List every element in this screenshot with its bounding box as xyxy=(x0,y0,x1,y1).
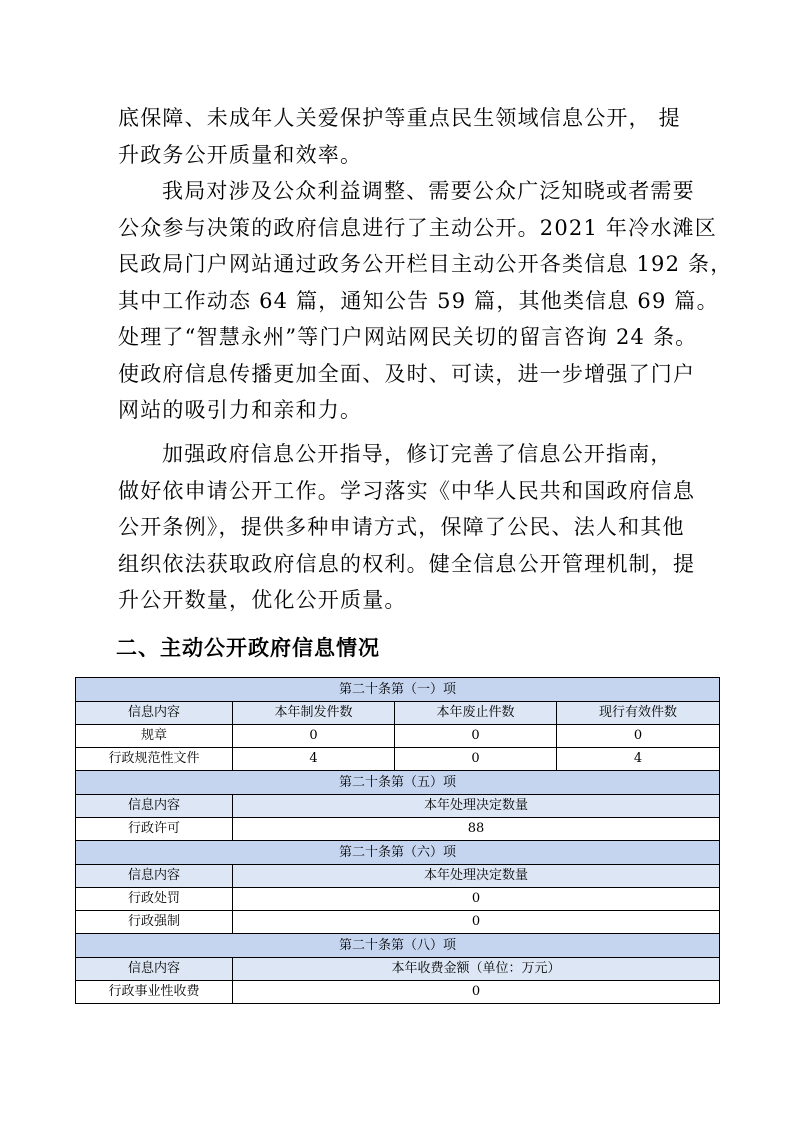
disclosure-table xyxy=(75,677,720,1004)
table-row xyxy=(76,725,720,748)
table-cell: 0 xyxy=(233,725,395,748)
section-title: 第二十条第（六）项 xyxy=(76,841,720,865)
column-header-row xyxy=(76,958,720,981)
section-title: 第二十条第（八）项 xyxy=(76,934,720,958)
column-header: 信息内容 xyxy=(76,958,233,981)
section-title-row xyxy=(76,771,720,795)
column-header: 本年收费金额（单位：万元） xyxy=(233,958,720,981)
table-cell: 0 xyxy=(395,725,557,748)
column-header-row xyxy=(76,702,720,725)
table-row xyxy=(76,748,720,771)
text-line: 加强政府信息公开指导，修订完善了信息公开指南， xyxy=(162,442,673,466)
column-header: 本年制发件数 xyxy=(233,702,395,725)
text-line: 做好依申请公开工作。学习落实《中华人民共和国政府信息 xyxy=(118,478,696,503)
table-cell: 0 xyxy=(233,911,720,934)
table-cell: 0 xyxy=(233,981,720,1004)
text-line: 升公开数量，优化公开质量。 xyxy=(118,588,407,612)
paragraph-1 xyxy=(118,100,681,173)
table-cell: 0 xyxy=(395,748,557,771)
table-cell: 行政强制 xyxy=(76,911,233,934)
column-header-row xyxy=(76,795,720,818)
column-header: 本年处理决定数量 xyxy=(233,795,720,818)
text-line: 公开条例》，提供多种申请方式，保障了公民、法人和其他 xyxy=(118,515,685,539)
column-header-row xyxy=(76,865,720,888)
text-line: 民政局门户网站通过政务公开栏目主动公开各类信息 192 条， xyxy=(118,252,733,276)
table-cell: 行政规范性文件 xyxy=(76,748,233,771)
section-title: 第二十条第（五）项 xyxy=(76,771,720,795)
table-row xyxy=(76,981,720,1004)
column-header: 本年处理决定数量 xyxy=(233,865,720,888)
text-line: 底保障、未成年人关爱保护等重点民生领域信息公开， 提 xyxy=(118,106,681,130)
table-row xyxy=(76,911,720,934)
table-row xyxy=(76,888,720,911)
text-line: 处理了“智慧永州”等门户网站网民关切的留言咨询 24 条。 xyxy=(118,325,698,349)
text-line: 组织依法获取政府信息的权利。健全信息公开管理机制，提 xyxy=(118,551,696,576)
table-row xyxy=(76,818,720,841)
text-line: 我局对涉及公众利益调整、需要公众广泛知晓或者需要 xyxy=(162,179,695,203)
table-cell: 规章 xyxy=(76,725,233,748)
paragraph-2 xyxy=(118,173,733,429)
text-line: 使政府信息传播更加全面、及时、可读，进一步增强了门户 xyxy=(118,361,696,386)
paragraph-3 xyxy=(118,436,696,619)
text-line: 网站的吸引力和亲和力。 xyxy=(118,398,363,422)
table-cell: 4 xyxy=(557,748,720,771)
table-cell: 行政许可 xyxy=(76,818,233,841)
column-header: 信息内容 xyxy=(76,795,233,818)
section-title-row xyxy=(76,841,720,865)
section-heading: 二、主动公开政府信息情况 xyxy=(116,636,380,660)
table-cell: 88 xyxy=(233,818,720,841)
column-header: 信息内容 xyxy=(76,702,233,725)
column-header: 本年废止件数 xyxy=(395,702,557,725)
table-cell: 行政处罚 xyxy=(76,888,233,911)
column-header: 现行有效件数 xyxy=(557,702,720,725)
section-title: 第二十条第（一）项 xyxy=(76,678,720,702)
column-header: 信息内容 xyxy=(76,865,233,888)
table-cell: 0 xyxy=(557,725,720,748)
section-title-row xyxy=(76,934,720,958)
text-line: 升政务公开质量和效率。 xyxy=(118,142,363,167)
section-title-row xyxy=(76,678,720,702)
text-line: 公众参与决策的政府信息进行了主动公开。2021 年冷水滩区 xyxy=(118,215,717,240)
table-cell: 行政事业性收费 xyxy=(76,981,233,1004)
table-cell: 0 xyxy=(233,888,720,911)
text-line: 其中工作动态 64 篇，通知公告 59 篇，其他类信息 69 篇。 xyxy=(118,288,719,313)
table-cell: 4 xyxy=(233,748,395,771)
